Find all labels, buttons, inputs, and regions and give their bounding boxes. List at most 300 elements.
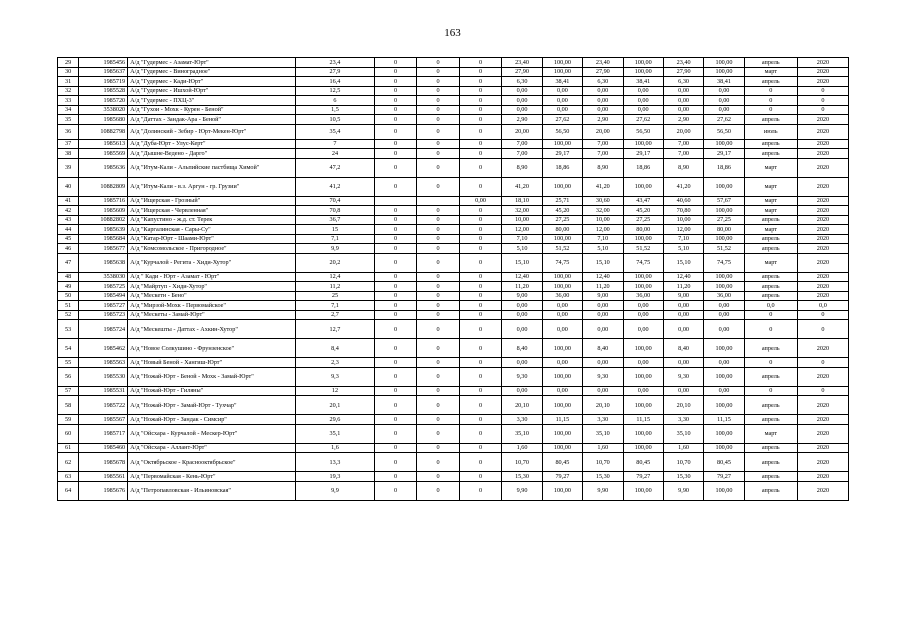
cell-name: А/д "Ищерская - Червленная" bbox=[128, 206, 296, 216]
table-row bbox=[58, 244, 849, 254]
cell-n: 61 bbox=[58, 443, 79, 453]
cell-len: 15 bbox=[296, 225, 375, 235]
cell-c3: 0 bbox=[459, 443, 502, 453]
cell-v1: 9,90 bbox=[502, 481, 542, 500]
cell-id: 3538020 bbox=[79, 105, 128, 115]
cell-c2: 0 bbox=[417, 424, 460, 443]
cell-id: 1985530 bbox=[79, 367, 128, 386]
cell-c2: 0 bbox=[417, 367, 460, 386]
cell-p3: 0,00 bbox=[704, 301, 744, 311]
cell-len: 9,9 bbox=[296, 244, 375, 254]
cell-v3: 9,30 bbox=[663, 367, 703, 386]
cell-p3: 80,45 bbox=[704, 453, 744, 472]
cell-year: 2020 bbox=[797, 58, 848, 68]
cell-p3: 100,00 bbox=[704, 206, 744, 216]
cell-n: 57 bbox=[58, 386, 79, 396]
cell-c1: 0 bbox=[374, 67, 417, 77]
cell-c1: 0 bbox=[374, 77, 417, 87]
cell-name: А/д "Ножай-Юрт - Замай-Юрт - Тухчар" bbox=[128, 396, 296, 415]
cell-c2: 0 bbox=[417, 58, 460, 68]
cell-c1: 0 bbox=[374, 396, 417, 415]
cell-p3: 100,00 bbox=[704, 58, 744, 68]
cell-p3: 27,62 bbox=[704, 115, 744, 125]
cell-c2: 0 bbox=[417, 453, 460, 472]
cell-c1: 0 bbox=[374, 124, 417, 139]
cell-len: 25 bbox=[296, 291, 375, 301]
cell-c2: 0 bbox=[417, 291, 460, 301]
cell-c3: 0 bbox=[459, 115, 502, 125]
cell-v1: 10,00 bbox=[502, 215, 542, 225]
cell-c2: 0 bbox=[417, 105, 460, 115]
cell-v1: 9,30 bbox=[502, 367, 542, 386]
cell-id: 1985680 bbox=[79, 115, 128, 125]
cell-c1: 0 bbox=[374, 443, 417, 453]
cell-len: 12,7 bbox=[296, 320, 375, 339]
cell-month: апрель bbox=[744, 415, 797, 425]
cell-v1: 23,40 bbox=[502, 58, 542, 68]
cell-c1: 0 bbox=[374, 105, 417, 115]
cell-p1: 100,00 bbox=[542, 282, 582, 292]
cell-p1: 0,00 bbox=[542, 320, 582, 339]
cell-p1: 27,25 bbox=[542, 215, 582, 225]
cell-n: 37 bbox=[58, 139, 79, 149]
page-number: 163 bbox=[444, 27, 461, 39]
cell-name: А/д "Итум-Кали - в.з. Аргун - гр. Грузии" bbox=[128, 177, 296, 196]
cell-p3: 29,17 bbox=[704, 149, 744, 159]
cell-v2: 41,20 bbox=[583, 177, 623, 196]
cell-month: март bbox=[744, 206, 797, 216]
cell-id: 1985494 bbox=[79, 291, 128, 301]
table-row bbox=[58, 206, 849, 216]
cell-year: 2020 bbox=[797, 234, 848, 244]
cell-c2: 0 bbox=[417, 320, 460, 339]
cell-p2: 56,50 bbox=[623, 124, 663, 139]
cell-month: март bbox=[744, 67, 797, 77]
cell-v2: 9,90 bbox=[583, 481, 623, 500]
cell-len: 2,7 bbox=[296, 310, 375, 320]
cell-id: 1985724 bbox=[79, 320, 128, 339]
cell-len: 9,3 bbox=[296, 367, 375, 386]
cell-p2: 80,00 bbox=[623, 225, 663, 235]
cell-p3: 0,00 bbox=[704, 96, 744, 106]
cell-c3: 0 bbox=[459, 310, 502, 320]
cell-name: А/д " Кади - Юрт - Азамат - Юрт" bbox=[128, 272, 296, 282]
table-row bbox=[58, 358, 849, 368]
cell-c1: 0 bbox=[374, 149, 417, 159]
table-row bbox=[58, 301, 849, 311]
cell-p2: 74,75 bbox=[623, 253, 663, 272]
cell-p3: 100,00 bbox=[704, 272, 744, 282]
cell-c1: 0 bbox=[374, 234, 417, 244]
cell-v2: 12,40 bbox=[583, 272, 623, 282]
cell-p1: 0,00 bbox=[542, 386, 582, 396]
cell-len: 70,4 bbox=[296, 196, 375, 206]
cell-c3: 0 bbox=[459, 215, 502, 225]
cell-n: 34 bbox=[58, 105, 79, 115]
cell-c1: 0 bbox=[374, 453, 417, 472]
cell-c1: 0 bbox=[374, 215, 417, 225]
cell-p3: 74,75 bbox=[704, 253, 744, 272]
cell-month: апрель bbox=[744, 77, 797, 87]
cell-c1: 0 bbox=[374, 301, 417, 311]
cell-month: апрель bbox=[744, 149, 797, 159]
cell-c2: 0 bbox=[417, 177, 460, 196]
cell-name: А/д "Даттах - Зандак-Ара - Беной" bbox=[128, 115, 296, 125]
cell-v2: 9,00 bbox=[583, 291, 623, 301]
cell-p3: 0,00 bbox=[704, 105, 744, 115]
cell-c2: 0 bbox=[417, 124, 460, 139]
cell-c2: 0 bbox=[417, 86, 460, 96]
cell-p1: 100,00 bbox=[542, 339, 582, 358]
cell-len: 23,4 bbox=[296, 58, 375, 68]
cell-c2: 0 bbox=[417, 282, 460, 292]
cell-name: А/д "Ищерская - Грозный" bbox=[128, 196, 296, 206]
cell-v1: 7,10 bbox=[502, 234, 542, 244]
cell-p2: 27,62 bbox=[623, 115, 663, 125]
cell-p2: 80,45 bbox=[623, 453, 663, 472]
cell-len: 27,9 bbox=[296, 67, 375, 77]
cell-c3: 0 bbox=[459, 105, 502, 115]
cell-c3: 0 bbox=[459, 415, 502, 425]
cell-c1 bbox=[374, 196, 417, 206]
cell-name: А/д "Мескешты - Даттах - Ахкин-Хутор" bbox=[128, 320, 296, 339]
cell-v1: 7,00 bbox=[502, 149, 542, 159]
cell-c2: 0 bbox=[417, 149, 460, 159]
cell-p2: 100,00 bbox=[623, 396, 663, 415]
cell-p3: 100,00 bbox=[704, 282, 744, 292]
cell-c2: 0 bbox=[417, 272, 460, 282]
cell-p1: 100,00 bbox=[542, 367, 582, 386]
cell-p1: 11,15 bbox=[542, 415, 582, 425]
cell-p1: 79,27 bbox=[542, 472, 582, 482]
table-row bbox=[58, 158, 849, 177]
cell-c2: 0 bbox=[417, 225, 460, 235]
cell-v3: 6,30 bbox=[663, 77, 703, 87]
cell-p1: 0,00 bbox=[542, 358, 582, 368]
cell-v2: 20,10 bbox=[583, 396, 623, 415]
cell-v3: 2,90 bbox=[663, 115, 703, 125]
cell-p1: 0,00 bbox=[542, 86, 582, 96]
cell-c3: 0 bbox=[459, 291, 502, 301]
cell-year: 2020 bbox=[797, 139, 848, 149]
cell-c2: 0 bbox=[417, 301, 460, 311]
cell-p1: 100,00 bbox=[542, 481, 582, 500]
cell-p3: 27,25 bbox=[704, 215, 744, 225]
cell-c3: 0 bbox=[459, 481, 502, 500]
cell-name: А/д "Майртуп - Хиди-Хутор" bbox=[128, 282, 296, 292]
cell-c2: 0 bbox=[417, 67, 460, 77]
cell-p3: 79,27 bbox=[704, 472, 744, 482]
cell-id: 1985719 bbox=[79, 77, 128, 87]
cell-c1: 0 bbox=[374, 282, 417, 292]
cell-p2: 0,00 bbox=[623, 96, 663, 106]
cell-n: 36 bbox=[58, 124, 79, 139]
cell-name: А/д "Дышне-Ведено - Дарго" bbox=[128, 149, 296, 159]
cell-p3: 56,50 bbox=[704, 124, 744, 139]
cell-month: 0,0 bbox=[744, 301, 797, 311]
cell-name: А/д "Новое Солкушино - Фрунзенское" bbox=[128, 339, 296, 358]
cell-n: 42 bbox=[58, 206, 79, 216]
table-row bbox=[58, 310, 849, 320]
cell-p2: 38,41 bbox=[623, 77, 663, 87]
cell-v3: 7,10 bbox=[663, 234, 703, 244]
cell-len: 7,1 bbox=[296, 234, 375, 244]
cell-len: 19,3 bbox=[296, 472, 375, 482]
cell-p1: 36,00 bbox=[542, 291, 582, 301]
cell-p1: 80,45 bbox=[542, 453, 582, 472]
cell-v1: 0,00 bbox=[502, 386, 542, 396]
cell-c1: 0 bbox=[374, 320, 417, 339]
cell-p1: 29,17 bbox=[542, 149, 582, 159]
cell-v2: 2,90 bbox=[583, 115, 623, 125]
cell-n: 54 bbox=[58, 339, 79, 358]
cell-v1: 20,10 bbox=[502, 396, 542, 415]
cell-month: апрель bbox=[744, 291, 797, 301]
cell-year: 0 bbox=[797, 320, 848, 339]
cell-c1: 0 bbox=[374, 139, 417, 149]
cell-v3: 7,00 bbox=[663, 139, 703, 149]
cell-len: 12 bbox=[296, 386, 375, 396]
cell-p2: 0,00 bbox=[623, 358, 663, 368]
cell-p1: 0,00 bbox=[542, 96, 582, 106]
cell-v3: 0,00 bbox=[663, 86, 703, 96]
cell-c3: 0 bbox=[459, 320, 502, 339]
cell-year: 2020 bbox=[797, 215, 848, 225]
cell-year: 2020 bbox=[797, 367, 848, 386]
cell-n: 30 bbox=[58, 67, 79, 77]
cell-c2: 0 bbox=[417, 358, 460, 368]
cell-c2: 0 bbox=[417, 253, 460, 272]
cell-p2: 100,00 bbox=[623, 234, 663, 244]
cell-c3: 0 bbox=[459, 424, 502, 443]
cell-c1: 0 bbox=[374, 158, 417, 177]
cell-v1: 10,70 bbox=[502, 453, 542, 472]
table-row bbox=[58, 124, 849, 139]
cell-v1: 12,40 bbox=[502, 272, 542, 282]
table-row bbox=[58, 225, 849, 235]
cell-p2: 29,17 bbox=[623, 149, 663, 159]
cell-p3: 100,00 bbox=[704, 234, 744, 244]
cell-v3: 7,00 bbox=[663, 149, 703, 159]
cell-name: А/д "Каргалинская - Сары-Су" bbox=[128, 225, 296, 235]
cell-p2: 79,27 bbox=[623, 472, 663, 482]
cell-name: А/д "Ножай-Юрт - Беной - Мохк - Замай-Юрт" bbox=[128, 367, 296, 386]
cell-p2: 100,00 bbox=[623, 367, 663, 386]
cell-v3: 0,00 bbox=[663, 96, 703, 106]
cell-v2: 0,00 bbox=[583, 301, 623, 311]
cell-p3: 80,00 bbox=[704, 225, 744, 235]
cell-p3: 0,00 bbox=[704, 358, 744, 368]
cell-v3: 0,00 bbox=[663, 358, 703, 368]
cell-id: 1985609 bbox=[79, 206, 128, 216]
cell-name: А/д "Петропавловская - Ильиновская" bbox=[128, 481, 296, 500]
cell-n: 63 bbox=[58, 472, 79, 482]
cell-id: 1985723 bbox=[79, 310, 128, 320]
cell-c3: 0 bbox=[459, 396, 502, 415]
cell-p2: 100,00 bbox=[623, 272, 663, 282]
cell-c2: 0 bbox=[417, 443, 460, 453]
cell-v1: 27,90 bbox=[502, 67, 542, 77]
cell-v2: 8,40 bbox=[583, 339, 623, 358]
cell-year: 2020 bbox=[797, 124, 848, 139]
cell-year: 2020 bbox=[797, 424, 848, 443]
cell-name: А/д "Курчалой - Регита - Хиди-Хутор" bbox=[128, 253, 296, 272]
cell-year: 2020 bbox=[797, 149, 848, 159]
cell-month: апрель bbox=[744, 453, 797, 472]
cell-month: апрель bbox=[744, 472, 797, 482]
cell-month: апрель bbox=[744, 115, 797, 125]
cell-id: 1985569 bbox=[79, 149, 128, 159]
cell-v3: 41,20 bbox=[663, 177, 703, 196]
cell-n: 49 bbox=[58, 282, 79, 292]
cell-p2: 36,00 bbox=[623, 291, 663, 301]
cell-len: 35,4 bbox=[296, 124, 375, 139]
cell-v3: 12,00 bbox=[663, 225, 703, 235]
cell-year: 2020 bbox=[797, 472, 848, 482]
table-row bbox=[58, 272, 849, 282]
cell-id: 1985725 bbox=[79, 282, 128, 292]
cell-v3: 0,00 bbox=[663, 105, 703, 115]
cell-v1: 15,30 bbox=[502, 472, 542, 482]
cell-name: А/д "Ножай-Юрт - Гиляны" bbox=[128, 386, 296, 396]
cell-v2: 30,60 bbox=[583, 196, 623, 206]
cell-p2: 100,00 bbox=[623, 339, 663, 358]
table-row bbox=[58, 339, 849, 358]
table-row bbox=[58, 282, 849, 292]
cell-v2: 20,00 bbox=[583, 124, 623, 139]
cell-c2: 0 bbox=[417, 139, 460, 149]
cell-month: март bbox=[744, 225, 797, 235]
cell-month: апрель bbox=[744, 58, 797, 68]
cell-n: 60 bbox=[58, 424, 79, 443]
cell-p2: 0,00 bbox=[623, 301, 663, 311]
cell-name: А/д "Новый Беной - Хангиш-Юрт" bbox=[128, 358, 296, 368]
cell-id: 1985720 bbox=[79, 96, 128, 106]
table-row bbox=[58, 105, 849, 115]
cell-p3: 100,00 bbox=[704, 177, 744, 196]
table-row bbox=[58, 396, 849, 415]
cell-c3: 0 bbox=[459, 272, 502, 282]
table-row bbox=[58, 58, 849, 68]
cell-c2: 0 bbox=[417, 158, 460, 177]
cell-v1: 6,30 bbox=[502, 77, 542, 87]
cell-c1: 0 bbox=[374, 481, 417, 500]
cell-year: 2020 bbox=[797, 77, 848, 87]
cell-id: 1985460 bbox=[79, 443, 128, 453]
cell-p1: 56,50 bbox=[542, 124, 582, 139]
cell-c2: 0 bbox=[417, 415, 460, 425]
table-row bbox=[58, 177, 849, 196]
cell-name: А/д "Гудермес - Азамат-Юрт" bbox=[128, 58, 296, 68]
cell-id: 1985456 bbox=[79, 58, 128, 68]
cell-c1: 0 bbox=[374, 415, 417, 425]
table-row bbox=[58, 291, 849, 301]
cell-p1: 45,20 bbox=[542, 206, 582, 216]
cell-v2: 0,00 bbox=[583, 105, 623, 115]
cell-v2: 35,10 bbox=[583, 424, 623, 443]
cell-id: 1985638 bbox=[79, 253, 128, 272]
cell-p3: 51,52 bbox=[704, 244, 744, 254]
cell-c3: 0 bbox=[459, 367, 502, 386]
cell-p1: 100,00 bbox=[542, 234, 582, 244]
cell-len: 1,5 bbox=[296, 105, 375, 115]
cell-month: июль bbox=[744, 124, 797, 139]
cell-p1: 25,71 bbox=[542, 196, 582, 206]
cell-id: 10882802 bbox=[79, 215, 128, 225]
cell-year: 2020 bbox=[797, 339, 848, 358]
cell-c3: 0 bbox=[459, 206, 502, 216]
cell-v1: 3,30 bbox=[502, 415, 542, 425]
cell-v2: 15,30 bbox=[583, 472, 623, 482]
cell-p1: 100,00 bbox=[542, 424, 582, 443]
cell-name: А/д "Мирзой-Мохк - Первомайское" bbox=[128, 301, 296, 311]
cell-year: 2020 bbox=[797, 225, 848, 235]
cell-c2: 0 bbox=[417, 472, 460, 482]
cell-year: 2020 bbox=[797, 282, 848, 292]
cell-id: 1985717 bbox=[79, 424, 128, 443]
table-row bbox=[58, 96, 849, 106]
cell-p3: 18,86 bbox=[704, 158, 744, 177]
cell-len: 29,6 bbox=[296, 415, 375, 425]
cell-n: 56 bbox=[58, 367, 79, 386]
table-row bbox=[58, 67, 849, 77]
cell-p3: 0,00 bbox=[704, 320, 744, 339]
table-row bbox=[58, 77, 849, 87]
cell-c3: 0 bbox=[459, 67, 502, 77]
cell-n: 58 bbox=[58, 396, 79, 415]
cell-v1: 11,20 bbox=[502, 282, 542, 292]
cell-p2: 100,00 bbox=[623, 177, 663, 196]
cell-v3: 8,40 bbox=[663, 339, 703, 358]
cell-p3: 100,00 bbox=[704, 139, 744, 149]
cell-p1: 100,00 bbox=[542, 396, 582, 415]
cell-len: 9,9 bbox=[296, 481, 375, 500]
cell-p2: 0,00 bbox=[623, 320, 663, 339]
cell-v2: 23,40 bbox=[583, 58, 623, 68]
table-row bbox=[58, 215, 849, 225]
cell-year: 0 bbox=[797, 96, 848, 106]
cell-name: А/д "Ножай-Юрт - Зандак - Симсир" bbox=[128, 415, 296, 425]
cell-c1: 0 bbox=[374, 253, 417, 272]
cell-p1: 0,00 bbox=[542, 310, 582, 320]
cell-n: 39 bbox=[58, 158, 79, 177]
cell-v2: 10,70 bbox=[583, 453, 623, 472]
cell-c1: 0 bbox=[374, 367, 417, 386]
cell-p2: 100,00 bbox=[623, 443, 663, 453]
cell-p2: 0,00 bbox=[623, 105, 663, 115]
cell-p2: 100,00 bbox=[623, 282, 663, 292]
cell-len: 47,2 bbox=[296, 158, 375, 177]
cell-id: 1985561 bbox=[79, 472, 128, 482]
table-row bbox=[58, 139, 849, 149]
cell-p1: 74,75 bbox=[542, 253, 582, 272]
cell-len: 10,5 bbox=[296, 115, 375, 125]
cell-name: А/д "Гухои - Мохк - Курен - Беной" bbox=[128, 105, 296, 115]
cell-year: 2020 bbox=[797, 206, 848, 216]
cell-v2: 12,00 bbox=[583, 225, 623, 235]
cell-v2: 0,00 bbox=[583, 320, 623, 339]
cell-n: 40 bbox=[58, 177, 79, 196]
cell-id: 10882798 bbox=[79, 124, 128, 139]
cell-name: А/д "Капустино - ж.д. ст. Терек bbox=[128, 215, 296, 225]
cell-month: март bbox=[744, 158, 797, 177]
cell-v2: 3,30 bbox=[583, 415, 623, 425]
cell-p2: 45,20 bbox=[623, 206, 663, 216]
cell-name: А/д "Гудермес - Ишхой-Юрт" bbox=[128, 86, 296, 96]
cell-c3: 0 bbox=[459, 234, 502, 244]
cell-year: 2020 bbox=[797, 415, 848, 425]
cell-v1: 0,00 bbox=[502, 310, 542, 320]
